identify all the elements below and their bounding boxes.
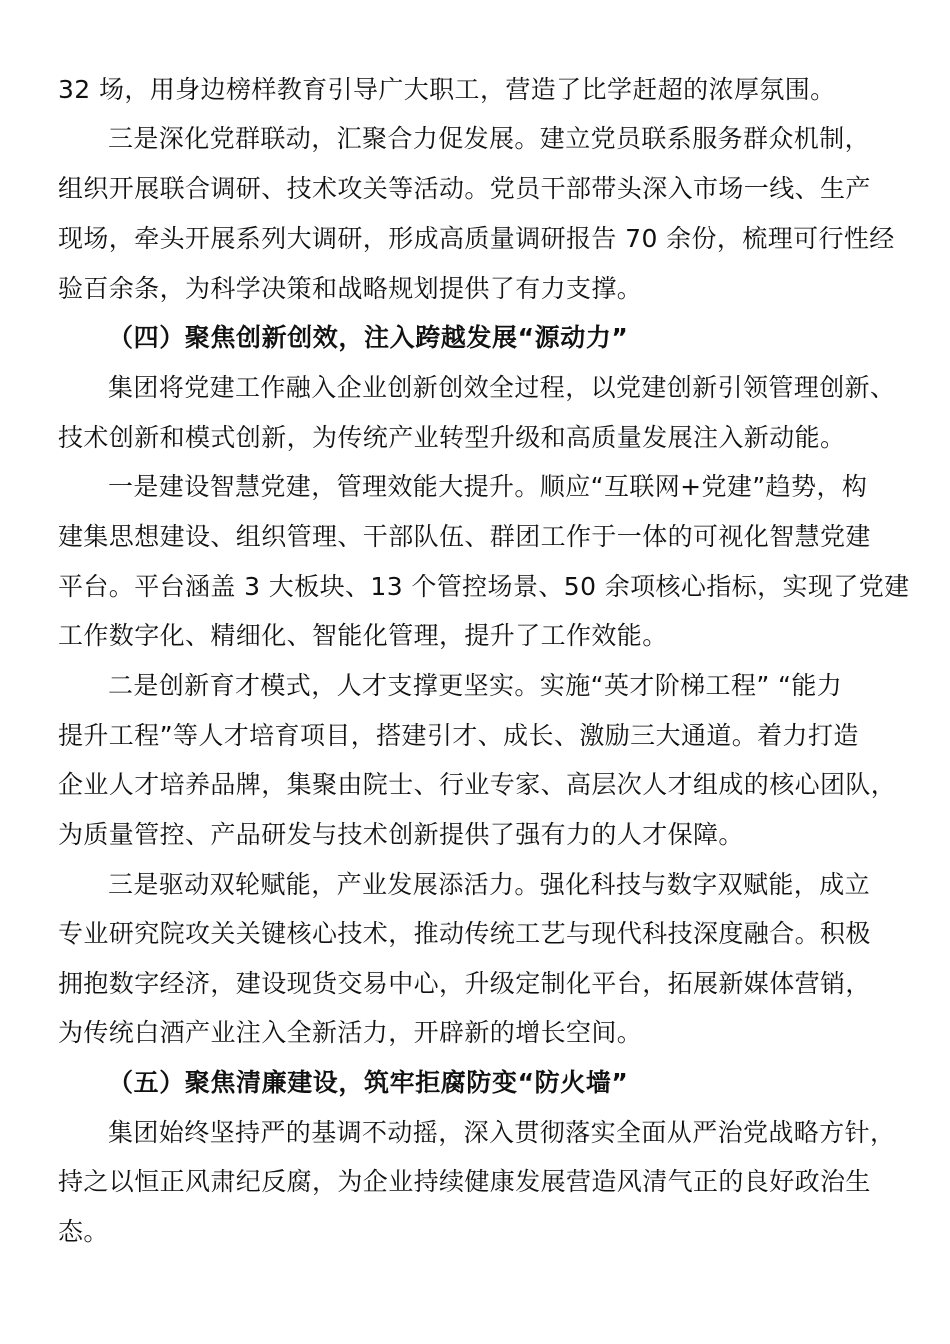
paragraph-line: 二是创新育才模式，人才支撑更坚实。实施“英才阶梯工程” “能力 xyxy=(108,671,843,700)
paragraph-line: 态。 xyxy=(58,1217,109,1246)
paragraph-line: 提升工程”等人才培育项目，搭建引才、成长、激励三大通道。着力打造 xyxy=(58,721,859,750)
paragraph-line: 拥抱数字经济，建设现货交易中心，升级定制化平台，拓展新媒体营销， xyxy=(58,969,871,998)
paragraph-line: 一是建设智慧党建，管理效能大提升。顺应“互联网+党建”趋势，构 xyxy=(108,472,868,501)
paragraph-line: 32 场，用身边榜样教育引导广大职工，营造了比学赶超的浓厚氛围。 xyxy=(58,75,836,104)
paragraph-line: 为质量管控、产品研发与技术创新提供了强有力的人才保障。 xyxy=(58,820,744,849)
paragraph-line: 专业研究院攻关关键核心技术，推动传统工艺与现代科技深度融合。积极 xyxy=(58,919,871,948)
paragraph-line: 三是驱动双轮赋能，产业发展添活力。强化科技与数字双赋能，成立 xyxy=(108,870,871,899)
paragraph-line: 工作数字化、精细化、智能化管理，提升了工作效能。 xyxy=(58,621,668,650)
paragraph-line: 现场，牵头开展系列大调研，形成高质量调研报告 70 余份，梳理可行性经 xyxy=(58,224,895,253)
paragraph-line: 持之以恒正风肃纪反腐，为企业持续健康发展营造风清气正的良好政治生 xyxy=(58,1167,871,1196)
paragraph-line: 三是深化党群联动，汇聚合力促发展。建立党员联系服务群众机制， xyxy=(108,124,871,153)
paragraph-line: 平台。平台涵盖 3 大板块、13 个管控场景、50 余项核心指标，实现了党建 xyxy=(58,572,910,601)
paragraph-line: 企业人才培养品牌，集聚由院士、行业专家、高层次人才组成的核心团队， xyxy=(58,770,897,799)
paragraph-line: 建集思想建设、组织管理、干部队伍、群团工作于一体的可视化智慧党建 xyxy=(58,522,871,551)
section-heading: （五）聚焦清廉建设，筑牢拒腐防变“防火墙” xyxy=(108,1068,629,1097)
section-heading: （四）聚焦创新创效，注入跨越发展“源动力” xyxy=(108,323,629,352)
paragraph-line: 验百余条，为科学决策和战略规划提供了有力支撑。 xyxy=(58,274,643,303)
paragraph-line: 集团始终坚持严的基调不动摇，深入贯彻落实全面从严治党战略方针， xyxy=(108,1118,896,1147)
paragraph-line: 为传统白酒产业注入全新活力，开辟新的增长空间。 xyxy=(58,1018,643,1047)
paragraph-line: 技术创新和模式创新，为传统产业转型升级和高质量发展注入新动能。 xyxy=(58,423,846,452)
paragraph-line: 集团将党建工作融入企业创新创效全过程，以党建创新引领管理创新、 xyxy=(108,373,896,402)
paragraph-line: 组织开展联合调研、技术攻关等活动。党员干部带头深入市场一线、生产 xyxy=(58,174,871,203)
